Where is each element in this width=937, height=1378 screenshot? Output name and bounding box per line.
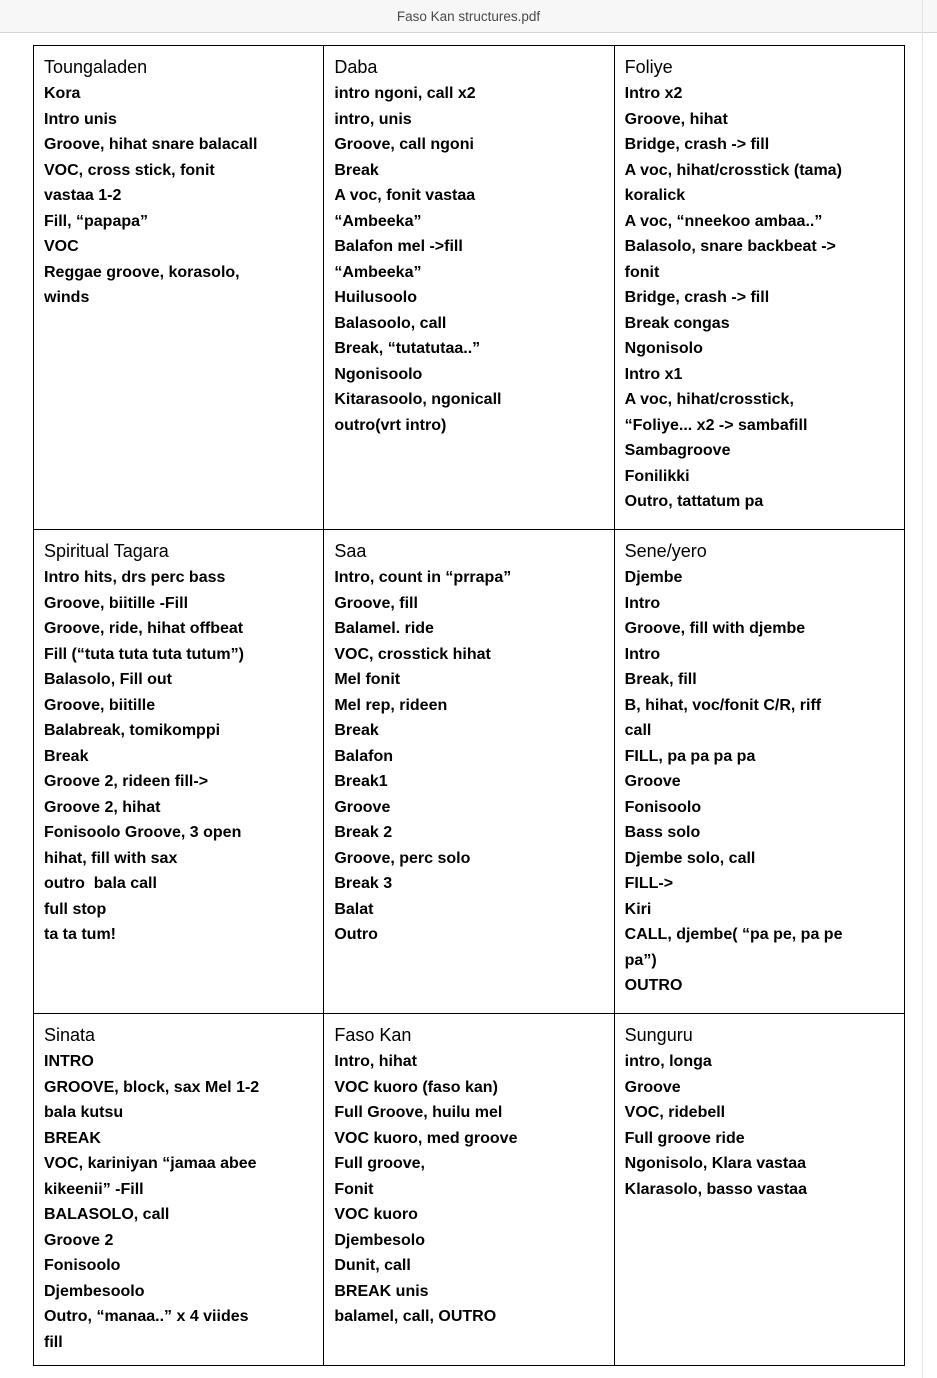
structure-line: bala kutsu xyxy=(44,1104,124,1121)
structure-line: Break1 xyxy=(334,773,388,790)
structure-line: Outro, “manaa..” x 4 viides xyxy=(44,1308,249,1325)
structure-line: full stop xyxy=(44,900,107,918)
structure-line: VOC xyxy=(44,238,79,255)
structure-line: Fonisoolo xyxy=(624,798,702,816)
structure-line: Balafon mel ->fill xyxy=(334,238,463,255)
structure-line: Break 3 xyxy=(334,875,393,892)
structure-line: “Ambeeka” xyxy=(334,263,422,281)
song-title: Toungaladen xyxy=(44,57,148,77)
structure-line: balamel, call, OUTRO xyxy=(334,1308,497,1325)
structure-line: OUTRO xyxy=(624,977,683,994)
structure-line: Djembe xyxy=(624,569,683,586)
structure-line: fill xyxy=(44,1333,63,1351)
structure-line: “Foliye... x2 -> sambafill xyxy=(624,416,808,434)
structure-line: Mel fonit xyxy=(334,671,401,688)
structure-line: Mel rep, rideen xyxy=(334,696,448,714)
structure-line: intro, longa xyxy=(624,1053,712,1070)
structure-line: A voc, “nneekoo ambaa..” xyxy=(624,212,823,230)
structure-line: Sambagroove xyxy=(624,442,731,459)
structure-line: Groove, hihat xyxy=(624,110,728,128)
structure-line: Intro xyxy=(624,594,661,612)
song-title: Faso Kan xyxy=(334,1025,412,1045)
structure-line: Balafon xyxy=(334,747,393,765)
structure-line: Balasoolo, call xyxy=(334,314,447,332)
structure-line: GROOVE, block, sax Mel 1-2 xyxy=(44,1078,260,1096)
structure-line: kikeenii” -Fill xyxy=(44,1180,144,1198)
song-cell-sunguru xyxy=(615,1014,905,1366)
structure-line: hihat, fill with sax xyxy=(44,849,178,867)
structure-line: ta ta tum! xyxy=(44,926,116,943)
structure-line: FILL-> xyxy=(624,875,674,892)
structure-line: Outro xyxy=(334,926,378,943)
structure-line: Ngonisoolo xyxy=(334,365,423,383)
structure-line: Break xyxy=(334,722,379,739)
structure-line: pa”) xyxy=(624,951,657,969)
structure-line: Break xyxy=(44,747,89,765)
structure-line: VOC kuoro, med groove xyxy=(334,1129,518,1147)
pdf-title-bar xyxy=(0,0,937,33)
structure-line: koralick xyxy=(624,187,686,204)
structure-line: Fonisoolo xyxy=(44,1257,121,1274)
structure-line: Groove, fill xyxy=(334,594,418,612)
structure-line: Groove, ride, hihat offbeat xyxy=(44,620,244,637)
structure-line: Intro, hihat xyxy=(334,1053,417,1070)
song-cell-daba xyxy=(324,46,614,530)
structure-line: Break, fill xyxy=(624,671,697,688)
structure-line: Groove, fill with djembe xyxy=(624,620,806,637)
structure-line: Kora xyxy=(44,85,81,102)
structure-line: Break congas xyxy=(624,314,730,332)
structure-line: Full groove ride xyxy=(624,1129,745,1147)
structure-line: Reggae groove, korasolo, xyxy=(44,263,240,281)
structure-line: Ngonisolo, Klara vastaa xyxy=(624,1155,807,1172)
structure-line: Huilusoolo xyxy=(334,289,417,306)
structure-line: Bridge, crash -> fill xyxy=(624,136,770,153)
structure-line: Fill, “papapa” xyxy=(44,212,149,230)
song-cell-sinata xyxy=(34,1014,324,1366)
song-title: Daba xyxy=(334,57,378,77)
song-cell-faso-kan xyxy=(324,1014,614,1366)
structure-line: intro, unis xyxy=(334,110,412,128)
structure-line: A voc, hihat/crosstick (tama) xyxy=(624,161,842,179)
structure-line: Groove, call ngoni xyxy=(334,136,474,153)
structure-line: Outro, tattatum pa xyxy=(624,493,764,510)
structure-line: CALL, djembe( “pa pe, pa pe xyxy=(624,926,843,943)
structure-line: Balasolo, snare backbeat -> xyxy=(624,238,836,255)
structure-line: BREAK unis xyxy=(334,1282,429,1300)
song-cell-saa xyxy=(324,530,614,1014)
document-filename: Faso Kan structures.pdf xyxy=(396,8,541,24)
structure-line: Fonit xyxy=(334,1180,374,1198)
structure-line: Intro hits, drs perc bass xyxy=(44,569,226,586)
structure-line: call xyxy=(624,722,652,739)
structure-line: Djembesoolo xyxy=(44,1282,145,1300)
structure-line: Klarasolo, basso vastaa xyxy=(624,1180,807,1198)
song-cell-foliye xyxy=(615,46,905,530)
structure-line: Groove, biitille xyxy=(44,696,156,714)
structure-line: Groove, hihat snare balacall xyxy=(44,136,258,153)
structure-line: Intro x2 xyxy=(624,85,683,102)
structure-line: Fonisoolo Groove, 3 open xyxy=(44,824,242,841)
structure-line: Balabreak, tomikomppi xyxy=(44,722,221,739)
structure-line: Full groove, xyxy=(334,1155,425,1172)
song-grid xyxy=(33,45,905,1366)
structure-line: Kitarasoolo, ngonicall xyxy=(334,391,502,408)
structure-line: VOC, crosstick hihat xyxy=(334,645,491,663)
structure-line: intro ngoni, call x2 xyxy=(334,85,476,102)
structure-line: Break xyxy=(334,161,379,179)
structure-line: Balat xyxy=(334,900,374,918)
structure-line: Dunit, call xyxy=(334,1257,411,1274)
structure-line: BREAK xyxy=(44,1129,101,1147)
structure-line: “Ambeeka” xyxy=(334,212,422,230)
scrollbar[interactable] xyxy=(922,0,937,1378)
song-title: Foliye xyxy=(624,57,673,77)
song-title: Saa xyxy=(334,541,367,561)
pdf-page xyxy=(0,33,937,1376)
structure-line: B, hihat, voc/fonit C/R, riff xyxy=(624,696,822,714)
structure-line: fonit xyxy=(624,263,660,281)
structure-line: Groove 2, rideen fill-> xyxy=(44,773,209,790)
structure-line: Intro unis xyxy=(44,110,117,128)
structure-line: INTRO xyxy=(44,1053,94,1070)
structure-line: VOC, ridebell xyxy=(624,1104,726,1121)
structure-line: Balasolo, Fill out xyxy=(44,671,173,688)
song-title: Sunguru xyxy=(624,1025,693,1045)
structure-line: VOC kuoro (faso kan) xyxy=(334,1078,498,1096)
structure-line: Kiri xyxy=(624,900,652,918)
song-title: Sinata xyxy=(44,1025,96,1045)
structure-line: FILL, pa pa pa pa xyxy=(624,747,756,765)
structure-line: Bridge, crash -> fill xyxy=(624,289,770,306)
song-cell-toungaladen xyxy=(34,46,324,530)
structure-line: Full Groove, huilu mel xyxy=(334,1104,503,1121)
song-cell-sene-yero xyxy=(615,530,905,1014)
structure-line: Ngonisolo xyxy=(624,340,703,357)
structure-line: A voc, hihat/crosstick, xyxy=(624,391,794,408)
structure-line: Balamel. ride xyxy=(334,620,434,637)
structure-line: VOC kuoro xyxy=(334,1206,418,1223)
structure-line: Djembe solo, call xyxy=(624,849,756,867)
structure-line: Intro x1 xyxy=(624,365,683,383)
song-cell-spiritual-tagara xyxy=(34,530,324,1014)
structure-line: BALASOLO, call xyxy=(44,1206,170,1223)
structure-line: Djembesolo xyxy=(334,1231,426,1249)
structure-line: Groove xyxy=(624,1078,681,1096)
structure-line: Groove xyxy=(334,798,391,816)
structure-line: Break, “tutatutaa..” xyxy=(334,340,481,357)
structure-line: VOC, kariniyan “jamaa abee xyxy=(44,1155,257,1172)
song-title: Spiritual Tagara xyxy=(44,541,169,561)
song-title: Sene/yero xyxy=(624,541,707,561)
structure-line: A voc, fonit vastaa xyxy=(334,187,476,204)
structure-line: outro(vrt intro) xyxy=(334,416,447,434)
structure-line: Groove, perc solo xyxy=(334,849,471,867)
structure-line: Groove 2, hihat xyxy=(44,798,161,816)
structure-line: VOC, cross stick, fonit xyxy=(44,161,215,179)
structure-line: Break 2 xyxy=(334,824,393,841)
structure-line: Fill (“tuta tuta tuta tutum”) xyxy=(44,645,244,663)
structure-line: vastaa 1-2 xyxy=(44,187,122,204)
structure-line: Fonilikki xyxy=(624,467,690,485)
structure-line: Groove 2 xyxy=(44,1231,114,1249)
structure-line: Groove, biitille -Fill xyxy=(44,594,189,612)
structure-line: winds xyxy=(44,289,90,306)
structure-line: Intro xyxy=(624,645,661,663)
structure-line: Groove xyxy=(624,773,681,790)
structure-line: Intro, count in “prrapa” xyxy=(334,569,512,586)
structure-line: Bass solo xyxy=(624,824,701,841)
structure-line: outro bala call xyxy=(44,875,157,892)
